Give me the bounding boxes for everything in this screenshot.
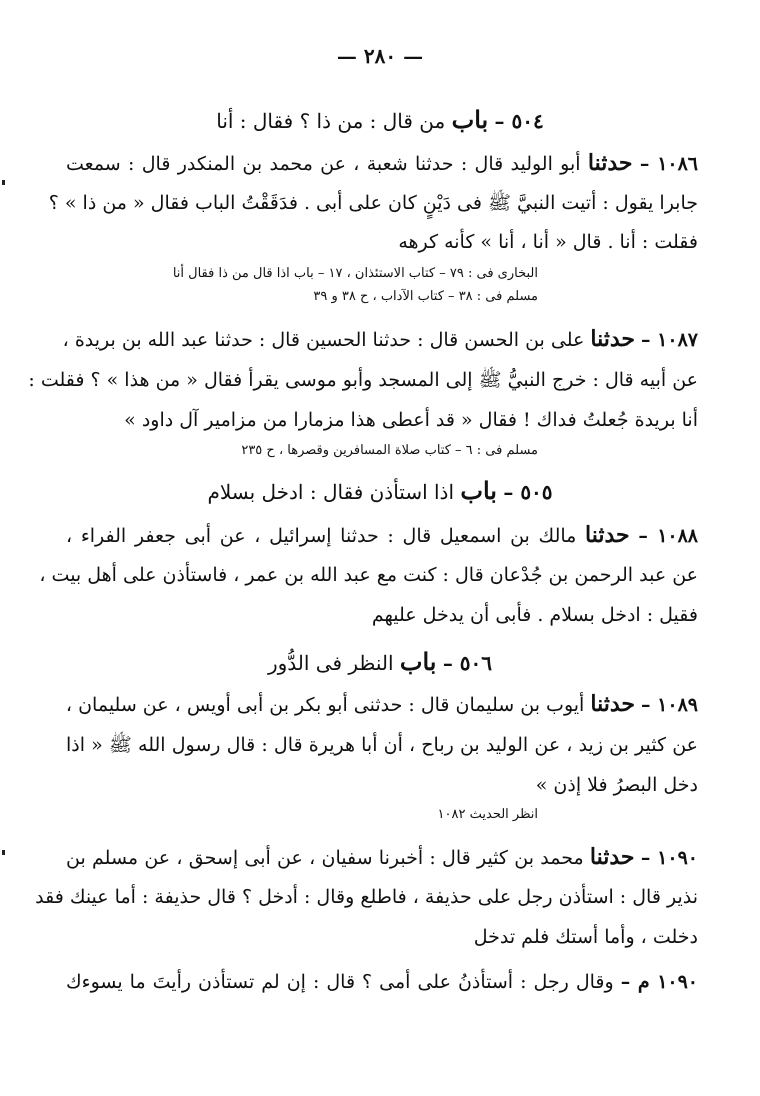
scan-mark bbox=[2, 850, 5, 855]
hadith-number: ١٠٨٨ – bbox=[638, 525, 699, 547]
hadith-1088-line-3: فقيل : ادخل بسلام . فأبى أن يدخل عليهم bbox=[371, 604, 698, 626]
chapter-heading-504 bbox=[0, 106, 760, 135]
hadith-1089-line-3: دخل البصرُ فلا إذن » bbox=[535, 774, 698, 796]
chapter-heading-505 bbox=[0, 477, 760, 506]
hadith-1090-line-1 bbox=[66, 845, 698, 870]
reference-note: مسلم فى : ٣٨ – كتاب الآداب ، ح ٣٨ و ٣٩ bbox=[313, 289, 538, 304]
hadith-number: ١٠٩٠ م – bbox=[620, 971, 699, 993]
chapter-number: ٥٠٤ – bbox=[494, 109, 544, 133]
hadith-1089-line-1 bbox=[66, 692, 698, 717]
hadith-number: ١٠٨٦ – bbox=[639, 153, 699, 175]
haddathana-word: حدثنا bbox=[587, 150, 633, 176]
hadith-text: أيوب بن سليمان قال : حدثنى أبو بكر بن أبى أويس ، عن سليمان ، bbox=[65, 694, 585, 716]
bab-label: باب bbox=[451, 105, 489, 134]
hadith-text: مالك بن اسمعيل قال : حدثنا إسرائيل ، عن أبى جعفر الفراء ، bbox=[66, 525, 577, 547]
hadith-1087-line-2: عن أبيه قال : خرج النبيُّ ﷺ إلى المسجد وأبو موسى يقرأ فقال « من هذا » ؟ فقلت : bbox=[28, 369, 698, 391]
chapter-title: النظر فى الدُّور bbox=[267, 651, 394, 675]
haddathana-word: حدثنا bbox=[589, 844, 635, 870]
hadith-text: على بن الحسن قال : حدثنا الحسين قال : حدثنا عبد الله بن بريدة ، bbox=[62, 329, 585, 351]
hadith-1089-line-2: عن كثير بن زيد ، عن الوليد بن رباح ، أن أبا هريرة قال : قال رسول الله ﷺ « اذا bbox=[66, 734, 698, 756]
hadith-1087-line-3: أنا بريدة جُعلتُ فداك ! فقال « قد أعطى هذا مزمارا من مزامير آل داود » bbox=[124, 409, 698, 431]
hadith-1090m-line-1 bbox=[66, 970, 698, 994]
hadith-number: ١٠٩٠ – bbox=[640, 847, 698, 869]
chapter-number: ٥٠٦ – bbox=[442, 651, 493, 675]
hadith-1088-line-1 bbox=[66, 523, 698, 548]
hadith-1086-line-1 bbox=[66, 151, 698, 176]
chapter-number: ٥٠٥ – bbox=[503, 480, 553, 504]
hadith-1086-line-3: فقلت : أنا . قال « أنا ، أنا » كأنه كرهه bbox=[398, 231, 698, 253]
haddathana-word: حدثنا bbox=[585, 522, 630, 548]
hadith-number: ١٠٨٧ – bbox=[641, 329, 698, 351]
page-number: — ٢٨٠ — bbox=[336, 44, 424, 68]
reference-note: انظر الحديث ١٠٨٢ bbox=[437, 807, 538, 822]
reference-note: البخارى فى : ٧٩ – كتاب الاستئذان ، ١٧ – باب اذا قال من ذا فقال أنا bbox=[172, 266, 538, 281]
hadith-number: ١٠٨٩ – bbox=[641, 694, 698, 716]
chapter-title: من قال : من ذا ؟ فقال : أنا bbox=[216, 109, 446, 133]
scan-mark bbox=[2, 180, 5, 185]
haddathana-word: حدثنا bbox=[590, 326, 635, 352]
bab-label: باب bbox=[460, 476, 497, 505]
reference-note: مسلم فى : ٦ – كتاب صلاة المسافرين وقصرها ، ح ٢٣٥ bbox=[241, 443, 538, 458]
hadith-1086-line-2: جابرا يقول : أتيت النبيَّ ﷺ فى دَيْنٍ كان على أبى . فدَقَقْتُ الباب فقال « من ذا » ؟ bbox=[48, 192, 698, 214]
chapter-title: اذا استأذن فقال : ادخل بسلام bbox=[207, 480, 455, 504]
hadith-text: أبو الوليد قال : حدثنا شعبة ، عن محمد بن المنكدر قال : سمعت bbox=[66, 153, 581, 175]
hadith-text: محمد بن كثير قال : أخبرنا سفيان ، عن أبى إسحق ، عن مسلم بن bbox=[66, 847, 584, 869]
haddathana-word: حدثنا bbox=[590, 691, 635, 717]
chapter-heading-506 bbox=[0, 648, 760, 677]
hadith-1090-line-3: دخلت ، وأما أستك فلم تدخل bbox=[473, 926, 698, 948]
hadith-text: وقال رجل : أستأذنُ على أمى ؟ قال : إن لم تستأذن رأيتَ ما يسوءك bbox=[66, 971, 614, 993]
hadith-1090-line-2: نذير قال : استأذن رجل على حذيفة ، فاطلع وقال : أدخل ؟ قال حذيفة : أما عينك فقد bbox=[35, 886, 698, 908]
hadith-1087-line-1 bbox=[62, 326, 698, 352]
bab-label: باب bbox=[399, 647, 437, 676]
hadith-1088-line-2: عن عبد الرحمن بن جُدْعان قال : كنت مع عبد الله بن عمر ، فاستأذن على أهل بيت ، bbox=[39, 564, 698, 586]
